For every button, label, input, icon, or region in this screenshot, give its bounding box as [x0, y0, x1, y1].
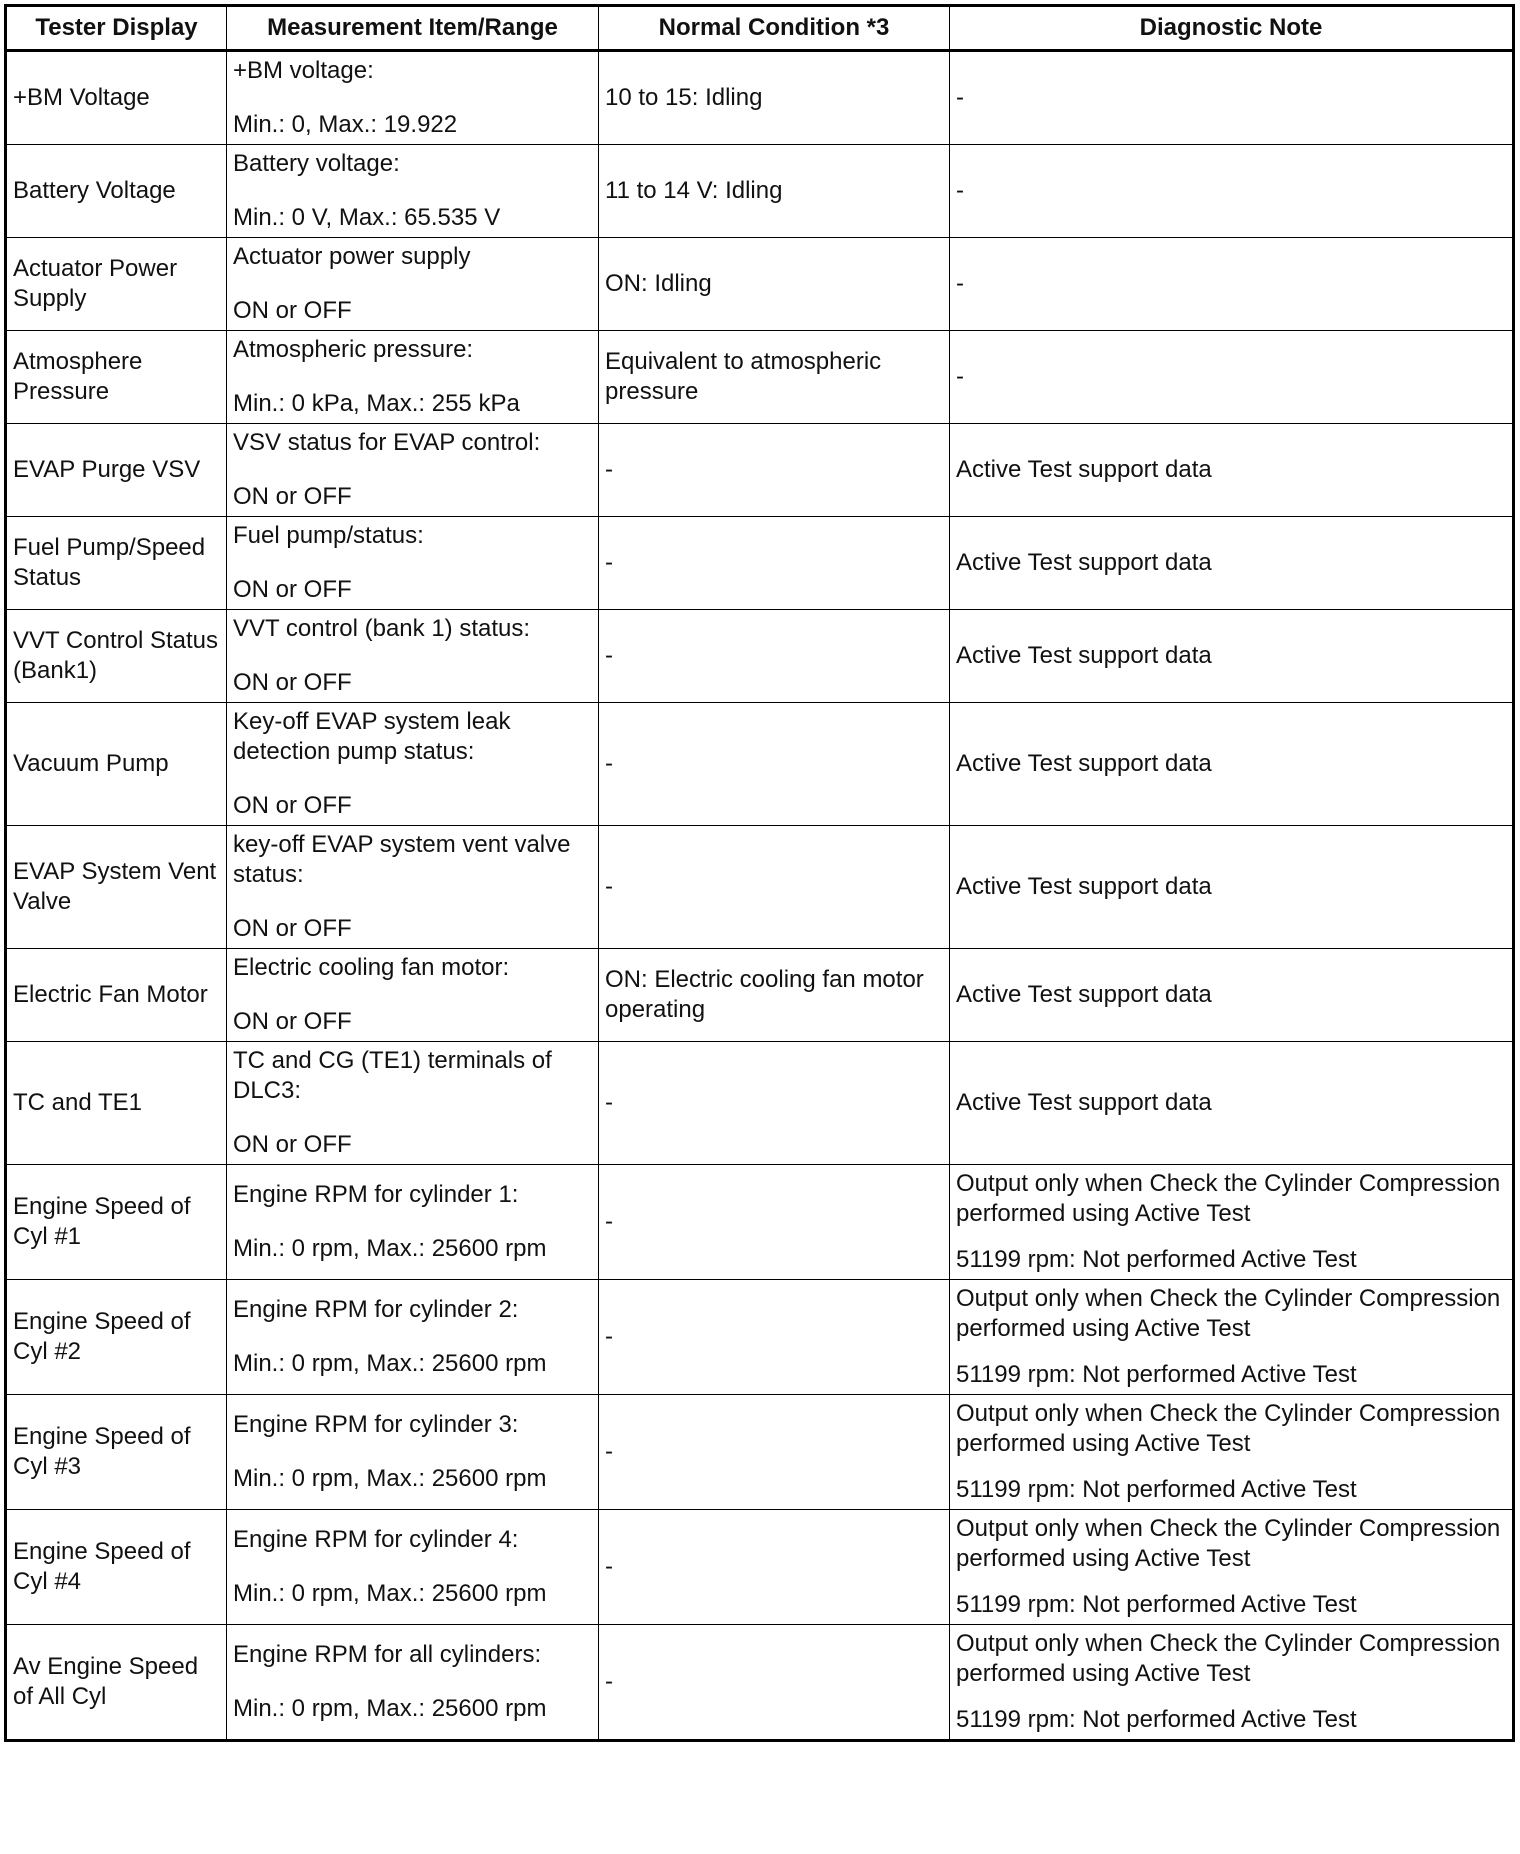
cell-tester-display: Av Engine Speed of All Cyl: [6, 1625, 227, 1741]
cell-measurement-item: [227, 1510, 599, 1625]
line-gap: [956, 1229, 1506, 1245]
note-line: Output only when Check the Cylinder Compression performed using Active Test: [956, 1630, 1501, 1687]
cell-normal-condition: -: [599, 703, 950, 826]
cell-normal-condition: 10 to 15: Idling: [599, 51, 950, 145]
table-row: [6, 1042, 1514, 1165]
header-row: [6, 6, 1514, 51]
measurement-line: Engine RPM for cylinder 4:: [233, 1526, 519, 1553]
cell-normal-condition: -: [599, 1042, 950, 1165]
measurement-line: +BM voltage:: [233, 57, 374, 84]
line-gap: [233, 1670, 592, 1694]
note-line: Active Test support data: [956, 750, 1212, 777]
header-measurement-item: Measurement Item/Range: [227, 6, 599, 51]
measurement-line: Min.: 0 V, Max.: 65.535 V: [233, 204, 501, 231]
cell-measurement-item: [227, 1042, 599, 1165]
table-row: [6, 703, 1514, 826]
cell-tester-display: +BM Voltage: [6, 51, 227, 145]
cell-normal-condition: -: [599, 1510, 950, 1625]
line-gap: [233, 272, 592, 296]
cell-normal-condition: 11 to 14 V: Idling: [599, 145, 950, 238]
measurement-line: VSV status for EVAP control:: [233, 429, 541, 456]
cell-normal-condition: Equivalent to atmospheric pressure: [599, 331, 950, 424]
cell-measurement-item: [227, 949, 599, 1042]
line-gap: [956, 1459, 1506, 1475]
measurement-line: ON or OFF: [233, 792, 352, 819]
cell-diagnostic-note: [950, 1625, 1514, 1741]
cell-normal-condition: ON: Electric cooling fan motor operating: [599, 949, 950, 1042]
line-gap: [956, 1344, 1506, 1360]
cell-measurement-item: [227, 238, 599, 331]
line-gap: [233, 86, 592, 110]
cell-diagnostic-note: [950, 238, 1514, 331]
cell-tester-display: TC and TE1: [6, 1042, 227, 1165]
table-row: [6, 1625, 1514, 1741]
note-line: -: [956, 177, 964, 204]
line-gap: [233, 551, 592, 575]
measurement-line: Engine RPM for cylinder 3:: [233, 1411, 519, 1438]
cell-measurement-item: [227, 331, 599, 424]
cell-tester-display: Engine Speed of Cyl #3: [6, 1395, 227, 1510]
note-line: 51199 rpm: Not performed Active Test: [956, 1476, 1357, 1503]
cell-normal-condition: -: [599, 1625, 950, 1741]
cell-tester-display: Electric Fan Motor: [6, 949, 227, 1042]
line-gap: [956, 1574, 1506, 1590]
cell-tester-display: EVAP Purge VSV: [6, 424, 227, 517]
cell-diagnostic-note: [950, 517, 1514, 610]
header-diagnostic-note: Diagnostic Note: [950, 6, 1514, 51]
table-header: [6, 6, 1514, 51]
note-line: 51199 rpm: Not performed Active Test: [956, 1591, 1357, 1618]
line-gap: [233, 179, 592, 203]
table-row: [6, 826, 1514, 949]
cell-measurement-item: [227, 517, 599, 610]
line-gap: [233, 890, 592, 914]
cell-normal-condition: -: [599, 1280, 950, 1395]
line-gap: [233, 767, 592, 791]
line-gap: [956, 1689, 1506, 1705]
cell-diagnostic-note: [950, 703, 1514, 826]
cell-measurement-item: [227, 1625, 599, 1741]
cell-normal-condition: -: [599, 610, 950, 703]
cell-measurement-item: [227, 826, 599, 949]
note-line: Active Test support data: [956, 642, 1212, 669]
table-row: [6, 1510, 1514, 1625]
note-line: 51199 rpm: Not performed Active Test: [956, 1246, 1357, 1273]
note-line: Output only when Check the Cylinder Compression performed using Active Test: [956, 1285, 1501, 1342]
cell-tester-display: Engine Speed of Cyl #4: [6, 1510, 227, 1625]
note-line: 51199 rpm: Not performed Active Test: [956, 1361, 1357, 1388]
cell-normal-condition: -: [599, 826, 950, 949]
cell-diagnostic-note: [950, 949, 1514, 1042]
measurement-line: Engine RPM for cylinder 2:: [233, 1296, 519, 1323]
note-line: Active Test support data: [956, 873, 1212, 900]
measurement-line: ON or OFF: [233, 669, 352, 696]
cell-measurement-item: [227, 610, 599, 703]
line-gap: [233, 644, 592, 668]
cell-diagnostic-note: [950, 1165, 1514, 1280]
table-row: [6, 1165, 1514, 1280]
note-line: Active Test support data: [956, 456, 1212, 483]
cell-diagnostic-note: [950, 1042, 1514, 1165]
table-row: [6, 145, 1514, 238]
note-line: -: [956, 270, 964, 297]
measurement-line: Min.: 0 rpm, Max.: 25600 rpm: [233, 1580, 547, 1607]
table-row: [6, 331, 1514, 424]
line-gap: [233, 1325, 592, 1349]
cell-tester-display: EVAP System Vent Valve: [6, 826, 227, 949]
note-line: Active Test support data: [956, 1089, 1212, 1116]
note-line: -: [956, 84, 964, 111]
line-gap: [233, 1555, 592, 1579]
measurement-line: Actuator power supply: [233, 243, 471, 270]
note-line: Output only when Check the Cylinder Compression performed using Active Test: [956, 1400, 1501, 1457]
table-row: [6, 238, 1514, 331]
line-gap: [233, 458, 592, 482]
cell-diagnostic-note: [950, 145, 1514, 238]
line-gap: [233, 983, 592, 1007]
measurement-line: Min.: 0 rpm, Max.: 25600 rpm: [233, 1465, 547, 1492]
note-line: Output only when Check the Cylinder Compression performed using Active Test: [956, 1170, 1501, 1227]
data-list-table: [4, 4, 1515, 1742]
cell-normal-condition: -: [599, 424, 950, 517]
cell-tester-display: VVT Control Status (Bank1): [6, 610, 227, 703]
measurement-line: Min.: 0 rpm, Max.: 25600 rpm: [233, 1235, 547, 1262]
measurement-line: ON or OFF: [233, 483, 352, 510]
cell-measurement-item: [227, 424, 599, 517]
measurement-line: ON or OFF: [233, 297, 352, 324]
note-line: -: [956, 363, 964, 390]
measurement-line: Key-off EVAP system leak detection pump status:: [233, 708, 511, 765]
cell-measurement-item: [227, 51, 599, 145]
measurement-line: Min.: 0 kPa, Max.: 255 kPa: [233, 390, 520, 417]
table-row: [6, 949, 1514, 1042]
measurement-line: Atmospheric pressure:: [233, 336, 474, 363]
measurement-line: ON or OFF: [233, 915, 352, 942]
cell-diagnostic-note: [950, 1395, 1514, 1510]
cell-tester-display: Atmosphere Pressure: [6, 331, 227, 424]
cell-tester-display: Actuator Power Supply: [6, 238, 227, 331]
measurement-line: key-off EVAP system vent valve status:: [233, 831, 571, 888]
measurement-line: Engine RPM for cylinder 1:: [233, 1181, 519, 1208]
cell-normal-condition: -: [599, 1395, 950, 1510]
cell-measurement-item: [227, 1165, 599, 1280]
cell-tester-display: Engine Speed of Cyl #1: [6, 1165, 227, 1280]
line-gap: [233, 1440, 592, 1464]
cell-normal-condition: ON: Idling: [599, 238, 950, 331]
measurement-line: Min.: 0 rpm, Max.: 25600 rpm: [233, 1350, 547, 1377]
cell-diagnostic-note: [950, 424, 1514, 517]
table-row: [6, 51, 1514, 145]
measurement-line: VVT control (bank 1) status:: [233, 615, 531, 642]
cell-normal-condition: -: [599, 1165, 950, 1280]
table-body: [6, 51, 1514, 1741]
header-normal-condition: Normal Condition *3: [599, 6, 950, 51]
cell-tester-display: Fuel Pump/Speed Status: [6, 517, 227, 610]
measurement-line: Min.: 0 rpm, Max.: 25600 rpm: [233, 1695, 547, 1722]
header-tester-display: Tester Display: [6, 6, 227, 51]
cell-diagnostic-note: [950, 1280, 1514, 1395]
table-row: [6, 517, 1514, 610]
measurement-line: Battery voltage:: [233, 150, 400, 177]
note-line: Active Test support data: [956, 981, 1212, 1008]
note-line: Active Test support data: [956, 549, 1212, 576]
cell-measurement-item: [227, 1280, 599, 1395]
note-line: Output only when Check the Cylinder Compression performed using Active Test: [956, 1515, 1501, 1572]
cell-diagnostic-note: [950, 331, 1514, 424]
cell-diagnostic-note: [950, 610, 1514, 703]
table-row: [6, 1280, 1514, 1395]
measurement-line: Min.: 0, Max.: 19.922: [233, 111, 458, 138]
table-row: [6, 424, 1514, 517]
cell-tester-display: Vacuum Pump: [6, 703, 227, 826]
measurement-line: Engine RPM for all cylinders:: [233, 1641, 542, 1668]
cell-normal-condition: -: [599, 517, 950, 610]
cell-tester-display: Engine Speed of Cyl #2: [6, 1280, 227, 1395]
line-gap: [233, 365, 592, 389]
cell-measurement-item: [227, 145, 599, 238]
measurement-line: ON or OFF: [233, 1131, 352, 1158]
measurement-line: ON or OFF: [233, 576, 352, 603]
table-row: [6, 610, 1514, 703]
note-line: 51199 rpm: Not performed Active Test: [956, 1706, 1357, 1733]
cell-measurement-item: [227, 1395, 599, 1510]
cell-measurement-item: [227, 703, 599, 826]
measurement-line: ON or OFF: [233, 1008, 352, 1035]
cell-diagnostic-note: [950, 826, 1514, 949]
table-row: [6, 1395, 1514, 1510]
cell-diagnostic-note: [950, 1510, 1514, 1625]
cell-diagnostic-note: [950, 51, 1514, 145]
measurement-line: TC and CG (TE1) terminals of DLC3:: [233, 1047, 552, 1104]
measurement-line: Electric cooling fan motor:: [233, 954, 510, 981]
measurement-line: Fuel pump/status:: [233, 522, 424, 549]
line-gap: [233, 1106, 592, 1130]
cell-tester-display: Battery Voltage: [6, 145, 227, 238]
line-gap: [233, 1210, 592, 1234]
